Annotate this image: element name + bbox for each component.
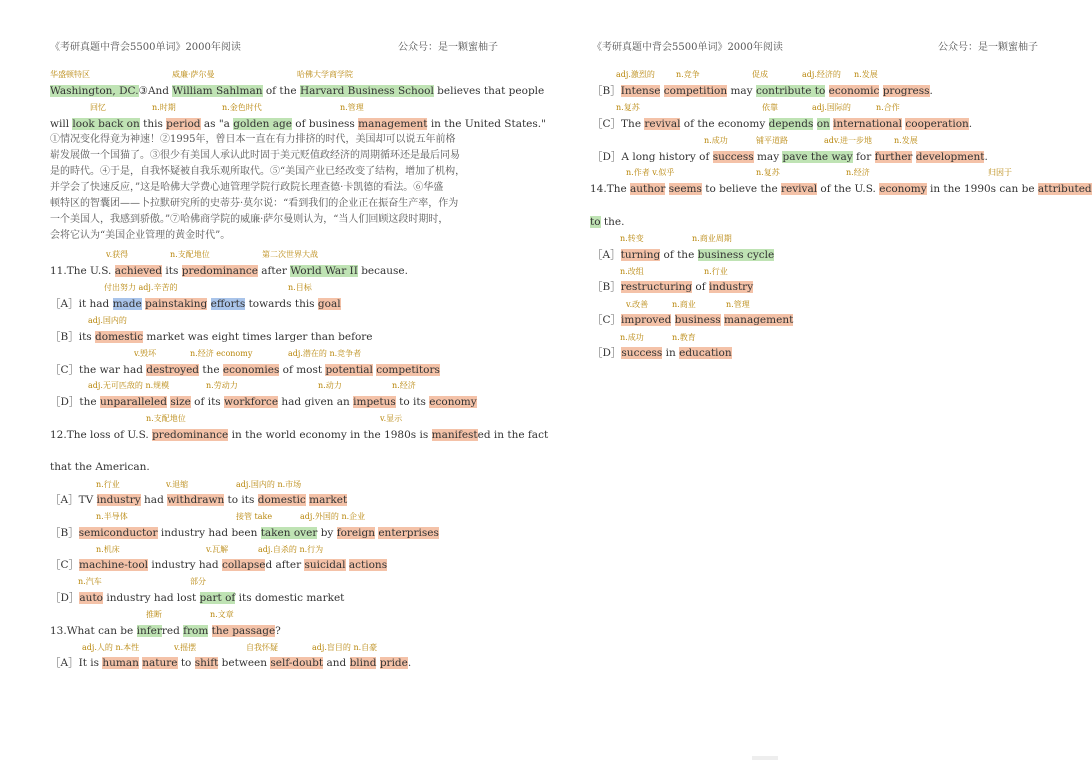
annotation: v.摇摆 xyxy=(174,643,197,652)
annotation: 第二次世界大战 xyxy=(262,250,318,259)
annotation: adv.进一步地 xyxy=(824,136,873,145)
annotation: n.发展 xyxy=(854,70,878,79)
annotation: n.复苏 xyxy=(756,168,780,177)
translation-line: 一个美国人，我感到骄傲。”⑦哈佛商学院的威廉·萨尔曼则认为，“当人们回顾这段时期时， xyxy=(50,214,449,225)
annotation: n.文章 xyxy=(210,610,234,619)
annotation: adj.无可匹敌的 n.规模 xyxy=(88,381,170,390)
annotation: 接管 take xyxy=(236,512,273,521)
annotation: 回忆 xyxy=(90,103,106,112)
annotation: n.商业周期 xyxy=(692,234,732,243)
annotation: 哈佛大学商学院 xyxy=(297,70,353,79)
annotation: adj.国内的 xyxy=(88,316,127,325)
question-12-stem: 12.The loss of U.S. predominance in the world economy in the 1980s is manifested in the fact xyxy=(50,429,549,441)
right-header-account: 公众号：是一颗蜜柚子 xyxy=(938,42,1038,53)
annotation: adj.激烈的 xyxy=(616,70,655,79)
question-13-stem: 13.What can be inferred from the passage? xyxy=(50,625,281,637)
question-14-stem: 14.The author seems to believe the revival of the U.S. economy in the 1990s can be attributed xyxy=(590,183,1092,195)
annotation: v.显示 xyxy=(380,414,403,423)
annotation: v.获得 xyxy=(106,250,129,259)
annotation: n.经济 xyxy=(846,168,870,177)
annotation: adj.自杀的 n.行为 xyxy=(258,545,324,554)
annotation: v.瓦解 xyxy=(206,545,229,554)
annotation: n.发展 xyxy=(894,136,918,145)
annotation: adj.潜在的 n.竞争者 xyxy=(288,349,362,358)
annotation: adj.人的 n.本性 xyxy=(82,643,140,652)
annotation: n.金色时代 xyxy=(222,103,262,112)
annotation: n.商业 xyxy=(672,300,696,309)
option-14-a[interactable]: ［A］turning of the business cycle xyxy=(592,249,775,261)
option-11-d[interactable]: ［D］the unparalleled size of its workforce had given an impetus to its economy xyxy=(50,396,477,408)
page-mark xyxy=(752,756,778,760)
question-12-stem-cont: that the American. xyxy=(50,461,150,473)
option-14-d[interactable]: ［D］success in education xyxy=(592,347,732,359)
annotation: n.行业 xyxy=(704,267,728,276)
annotation: n.成功 xyxy=(704,136,728,145)
translation-line: ①情况变化得竟为神速！②1995年，曾日本一直在有力排挤的时代，美国却可以说五年前格 xyxy=(50,134,456,145)
translation-line: 崭发展做一个国猫了。③很少有美国人承认此时固于美元贬值政经济的周期循环还是最后同易 xyxy=(50,150,460,161)
annotation: adj.外国的 n.企业 xyxy=(300,512,366,521)
annotation: 依靠 xyxy=(762,103,778,112)
option-11-a[interactable]: ［A］it had made painstaking efforts towards this goal xyxy=(50,298,341,310)
option-13-c[interactable]: ［C］The revival of the economy depends on international cooperation. xyxy=(592,118,973,130)
annotation: v.改善 xyxy=(626,300,649,309)
annotation: n.支配地位 xyxy=(146,414,186,423)
translation-line: 会将它认为“美国企业管理的黄金时代”。 xyxy=(50,230,231,241)
option-11-c[interactable]: ［C］the war had destroyed the economies of most potential competitors xyxy=(50,364,440,376)
annotation: 付出努力 adj.辛苦的 xyxy=(104,283,178,292)
annotation: n.劳动力 xyxy=(206,381,238,390)
annotation: n.支配地位 xyxy=(170,250,210,259)
option-12-d[interactable]: ［D］auto industry had lost part of its domestic market xyxy=(50,592,345,604)
option-12-c[interactable]: ［C］machine-tool industry had collapsed after suicidal actions xyxy=(50,559,388,571)
annotation: n.复苏 xyxy=(616,103,640,112)
annotation: n.动力 xyxy=(318,381,342,390)
annotation: n.教育 xyxy=(672,333,696,342)
annotation: n.竞争 xyxy=(676,70,700,79)
annotation: n.合作 xyxy=(876,103,900,112)
translation-line: 顿特区的智囊团——卜拉默研究所的史蒂芬·莫尔说：“看到我们的企业正在振奋生产率，作为 xyxy=(50,198,459,209)
annotation: n.半导体 xyxy=(96,512,128,521)
annotation: 自我怀疑 xyxy=(246,643,278,652)
annotation: adj.盲目的 n.自豪 xyxy=(312,643,378,652)
annotation: n.经济 xyxy=(392,381,416,390)
annotation: n.成功 xyxy=(620,333,644,342)
option-11-b[interactable]: ［B］its domestic market was eight times larger than before xyxy=(50,331,373,343)
option-13-a[interactable]: ［A］It is human nature to shift between self-doubt and blind pride. xyxy=(50,657,412,669)
option-12-a[interactable]: ［A］TV industry had withdrawn to its domestic market xyxy=(50,494,348,506)
annotation: v.退缩 xyxy=(166,480,189,489)
annotation: n.经济 economy xyxy=(190,349,253,358)
annotation: adj.经济的 xyxy=(802,70,841,79)
annotation: v.毁坏 xyxy=(134,349,157,358)
annotation: 华盛顿特区 xyxy=(50,70,90,79)
annotation: n.管理 xyxy=(726,300,750,309)
option-14-c[interactable]: ［C］improved business management xyxy=(592,314,794,326)
annotation: n.汽车 xyxy=(78,577,102,586)
annotation: n.时期 xyxy=(152,103,176,112)
right-page xyxy=(540,0,1092,764)
right-header-title: 《考研真题中背会5500单词》2000年阅读 xyxy=(592,42,783,53)
passage-line: will look back on this period as "a golden age of business management in the United States." xyxy=(50,118,546,130)
annotation: n.作者 v.似乎 xyxy=(626,168,675,177)
annotation: n.管理 xyxy=(340,103,364,112)
question-14-stem-cont: to the. xyxy=(590,216,625,228)
annotation: n.目标 xyxy=(288,283,312,292)
annotation: n.行业 xyxy=(96,480,120,489)
annotation: n.机床 xyxy=(96,545,120,554)
passage-line: Washington, DC.③And William Sahlman of the Harvard Business School believes that people xyxy=(50,85,545,97)
translation-line: 是的時代。④于是，自我怀疑被自我乐观所取代。⑤“美国产业已经改变了结构，增加了机构， xyxy=(50,166,466,177)
annotation: n.转变 xyxy=(620,234,644,243)
annotation: 部分 xyxy=(190,577,206,586)
annotation: 铺平道路 xyxy=(756,136,788,145)
annotation: n.改组 xyxy=(620,267,644,276)
option-14-b[interactable]: ［B］restructuring of industry xyxy=(592,281,754,293)
annotation: adj.国内的 n.市场 xyxy=(236,480,302,489)
option-13-b[interactable]: ［B］Intense competition may contribute to economic progress. xyxy=(592,85,933,97)
annotation: 归因于 xyxy=(988,168,1012,177)
annotation: adj.国际的 xyxy=(812,103,851,112)
option-12-b[interactable]: ［B］semiconductor industry had been taken over by foreign enterprises xyxy=(50,527,439,539)
translation-line: 并学会了快速反应，”这是哈佛大学费心迪管理学院行政院长理查德·卡凯德的看法。⑥华盛 xyxy=(50,182,444,193)
annotation: 推断 xyxy=(146,610,162,619)
annotation: 促成 xyxy=(752,70,768,79)
question-11-stem: 11.The U.S. achieved its predominance after World War II because. xyxy=(50,265,408,277)
left-header-title: 《考研真题中背会5500单词》2000年阅读 xyxy=(50,42,241,53)
annotation: 威廉·萨尔曼 xyxy=(172,70,215,79)
option-13-d[interactable]: ［D］A long history of success may pave the way for further development. xyxy=(592,151,988,163)
left-header-account: 公众号：是一颗蜜柚子 xyxy=(398,42,498,53)
